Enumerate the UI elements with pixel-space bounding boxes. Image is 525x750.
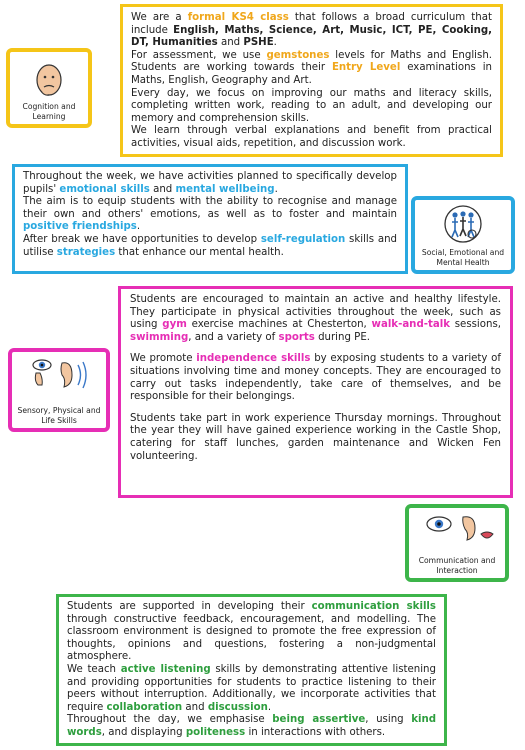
subjects-list: English, Maths, Science, Art, Music, ICT, PE, Cooking, DT, Humanities [131, 24, 492, 49]
cognition-badge-label: Cognition and Learning [22, 102, 76, 121]
text: and [182, 701, 208, 713]
highlight-communication-skills: communication skills [311, 601, 436, 612]
text: We promote [130, 353, 197, 365]
text: and [217, 37, 244, 49]
text: skills and utilise [23, 233, 397, 258]
social-paragraph [23, 196, 397, 234]
communication-badge [405, 504, 509, 582]
highlight-kind-words: kind words [67, 714, 437, 738]
social-paragraph [23, 234, 397, 259]
highlight-gym: gym [162, 319, 187, 331]
cognition-paragraph: We learn through verbal explanations and benefit from practical activities, visual aids, repetition, and discussion work. [131, 125, 492, 149]
communication-paragraph [67, 601, 436, 664]
people-group-icon [443, 204, 483, 244]
text: . [136, 221, 141, 233]
text: Throughout the day, we emphasise [67, 714, 273, 726]
sensory-paragraph [130, 353, 501, 403]
text: We are a [131, 12, 188, 23]
text: and [149, 183, 176, 195]
highlight-emotional-skills: emotional skills [59, 183, 150, 195]
highlight-positive-friendships: positive friendships [23, 221, 137, 233]
pshe: PSHE [243, 37, 274, 49]
cognition-paragraph [131, 12, 492, 50]
communication-text [67, 601, 436, 740]
highlight-self-regulation: self-regulation [260, 233, 346, 245]
communication-paragraph [67, 714, 436, 739]
text: sessions, [449, 319, 501, 331]
highlight-swimming: swimming [130, 331, 189, 343]
social-badge [411, 196, 515, 274]
highlight-strategies: strategies [56, 246, 116, 258]
sensory-panel [118, 286, 513, 498]
text: in interactions with others. [245, 726, 386, 738]
text: Students are encouraged to maintain an active and healthy lifestyle. They participate in physical activities throughout the week, such as using [130, 294, 501, 331]
highlight-politeness: politeness [185, 726, 246, 738]
sensory-text [130, 294, 501, 463]
senses-icon [30, 355, 90, 395]
text: For assessment, we use [131, 49, 267, 61]
text: , and a variety of [188, 331, 279, 343]
text: After break we have opportunities to develop [23, 233, 261, 245]
sensory-badge-label: Sensory, Physical and Life Skills [17, 406, 101, 425]
highlight-formal-ks4: formal KS4 class [187, 12, 289, 23]
cognition-text [131, 12, 492, 151]
highlight-mental-wellbeing: mental wellbeing [175, 183, 275, 195]
social-panel [12, 164, 408, 274]
text: levels for Maths and English. Students are working towards their [131, 49, 493, 74]
text: skills by demonstrating attentive listening and providing opportunities for students to practice listening to their peers without interruption. Additionally, we incorporate activities that require [67, 663, 436, 713]
social-text [23, 171, 397, 259]
cognition-panel [120, 4, 503, 157]
highlight-active-listening: active listening [120, 663, 211, 675]
highlight-independence-skills: independence skills [196, 353, 311, 365]
text: , and displaying [101, 726, 186, 738]
text: . [273, 37, 277, 49]
eye-ear-mouth-icon [423, 512, 495, 546]
thinking-face-icon [32, 60, 66, 100]
sensory-paragraph [130, 294, 501, 344]
social-paragraph [23, 171, 397, 196]
highlight-gemstones: gemstones [266, 49, 330, 61]
highlight-entry-level: Entry Level [331, 62, 401, 74]
text: examinations in Maths, English, Geography and Art. [131, 62, 492, 86]
text: . [274, 183, 278, 195]
highlight-being-assertive: being assertive [272, 714, 366, 726]
text: Throughout the week, we have activities planned to specifically develop pupils' [23, 171, 397, 195]
highlight-discussion: discussion [207, 701, 268, 713]
highlight-walk-and-talk: walk-and-talk [371, 319, 450, 331]
communication-paragraph [67, 664, 436, 714]
sensory-badge [8, 348, 110, 432]
text: Students are supported in developing their [67, 601, 312, 612]
text: during PE. [314, 331, 370, 343]
highlight-collaboration: collaboration [106, 701, 183, 713]
communication-badge-label: Communication and Interaction [418, 556, 496, 575]
text: We teach [67, 663, 121, 675]
highlight-sports: sports [278, 331, 315, 343]
text: that follows a broad curriculum that include [131, 12, 492, 36]
text: that enhance our mental health. [115, 246, 284, 258]
social-badge-label: Social, Emotional and Mental Health [421, 248, 505, 267]
text: exercise machines at Chesterton, [186, 319, 372, 331]
text: by exposing students to a variety of situations involving time and money concepts. They are encouraged to carry out tasks independently, take care of themselves, and be responsible for their belongings. [130, 353, 501, 403]
sensory-paragraph: Students take part in work experience Thursday mornings. Throughout the year they will have gained experience working in the Castle Shop, catering for staff lunches, garden maintenance and Wicken Fen volunteering. [130, 412, 501, 462]
cognition-paragraph: Every day, we focus on improving our maths and literacy skills, completing written work, reading to an adult, and developing our memory and comprehension skills. [131, 87, 492, 124]
cognition-badge [6, 48, 92, 128]
cognition-paragraph [131, 50, 492, 88]
communication-panel [56, 594, 447, 746]
text: The aim is to equip students with the ability to recognise and manage their own and others' emotions, as well as to foster and maintain [23, 196, 397, 220]
text: through constructive feedback, encouragement, and modelling. The classroom environment is designed to promote the free expression of thoughts, opinions and questions, fostering a non-judgmental atmosphere. [67, 613, 436, 663]
text: . [267, 701, 272, 713]
text: , using [365, 714, 412, 726]
